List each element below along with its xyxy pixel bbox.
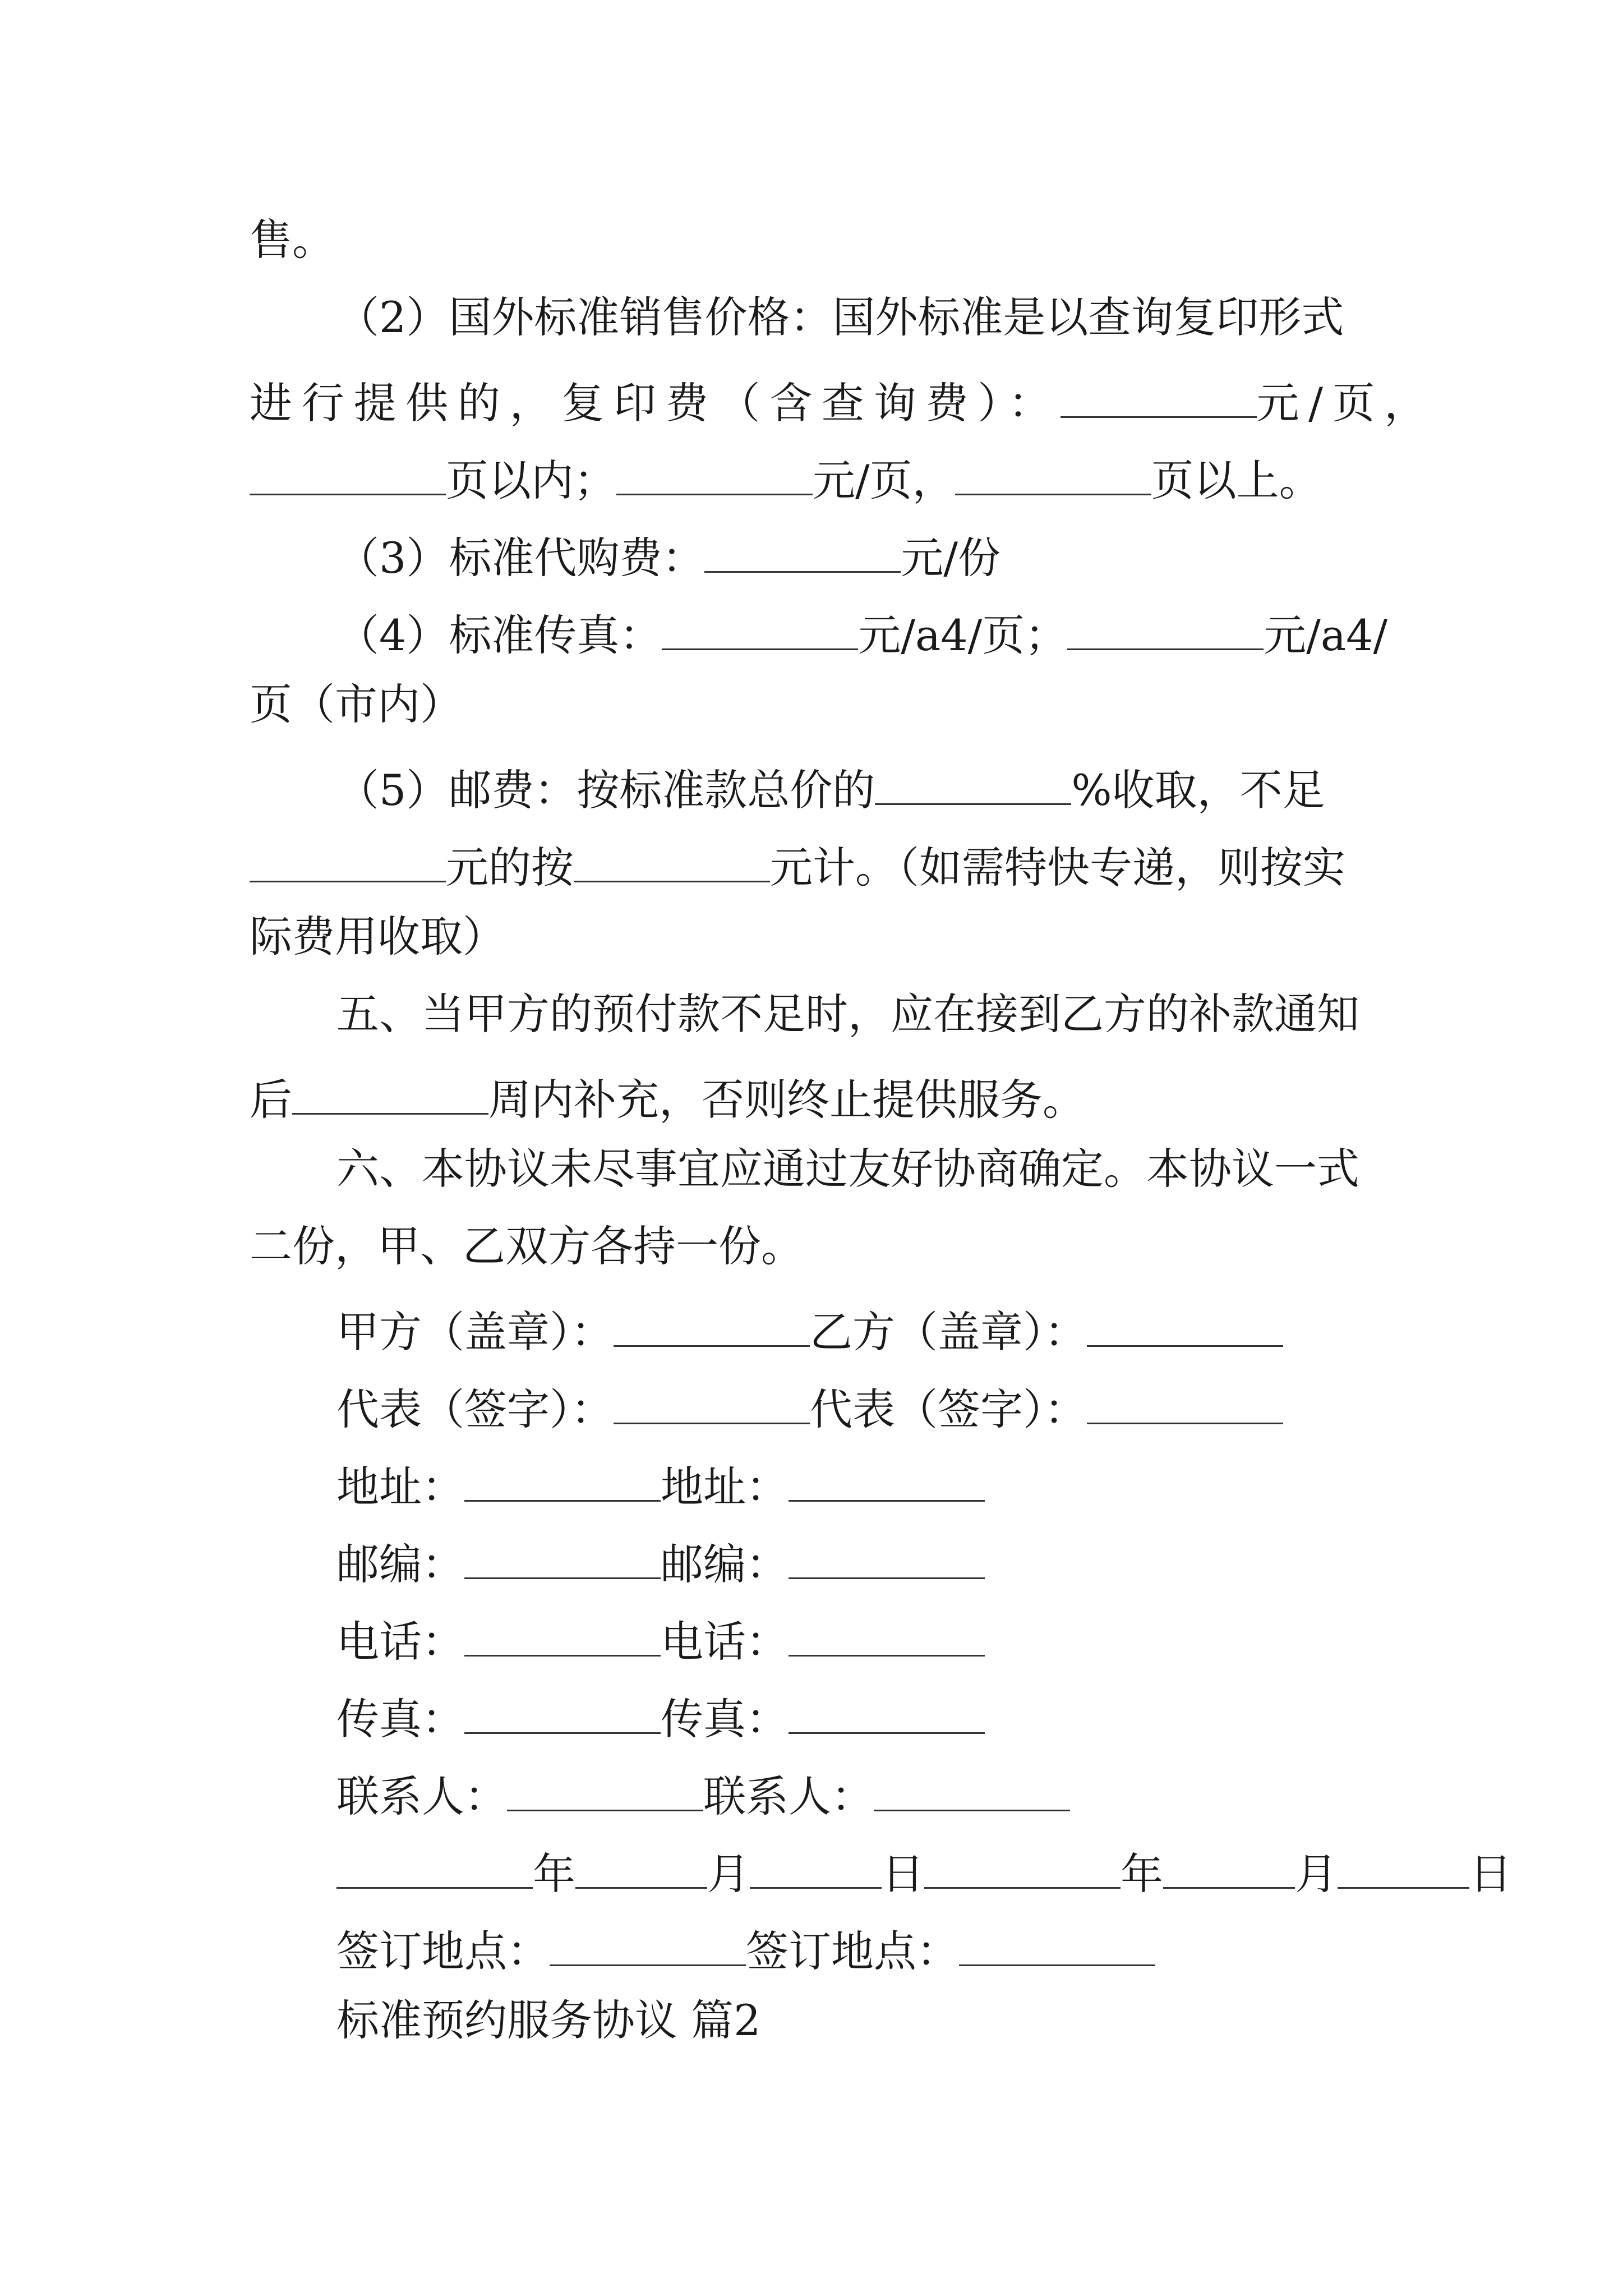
clause-five-line2 (250, 1070, 1085, 1125)
party-a-address-field[interactable] (464, 1457, 661, 1502)
item-fax-fee (336, 606, 1388, 660)
label: 签订地点： (336, 1926, 550, 1976)
text: 际费用收取） (250, 912, 505, 961)
label: 签订地点： (746, 1926, 959, 1976)
item-postage-line3 (250, 912, 505, 961)
label: 代表（签字）： (810, 1384, 1087, 1434)
party-b-address-field[interactable] (789, 1457, 985, 1502)
party-b-phone-field[interactable] (789, 1612, 985, 1657)
blank-field[interactable] (250, 451, 446, 495)
label: 地址： (336, 1462, 464, 1512)
text: 元计。（如需特快专递，则按实 (770, 843, 1345, 892)
label: 日 (1469, 1849, 1512, 1899)
label: 月 (1295, 1849, 1338, 1899)
label: 传真： (336, 1694, 464, 1744)
text: 周内补充，否则终止提供服务。 (488, 1075, 1085, 1125)
party-a-day-field[interactable] (750, 1844, 882, 1889)
item-fax-fee-line2 (250, 679, 463, 729)
text: %收取，不足 (1071, 765, 1325, 815)
next-section-title (336, 1995, 761, 2045)
party-b-postcode-field[interactable] (789, 1535, 985, 1579)
party-a-year-field[interactable] (336, 1844, 533, 1889)
text: 进行提供的，复印费（含查询费）： (250, 378, 1061, 428)
item-postage-line2 (250, 838, 1345, 892)
label: 甲方（盖章）： (336, 1307, 614, 1357)
text: 页（市内） (250, 679, 463, 729)
label: 日 (882, 1849, 924, 1899)
label: 联系人： (703, 1772, 874, 1821)
signature-contact-row (336, 1767, 1070, 1821)
text: （5）邮费：按标准款总价的 (336, 765, 875, 815)
label: 联系人： (336, 1772, 507, 1821)
blank-field[interactable] (250, 838, 446, 882)
label: 邮编： (336, 1539, 464, 1589)
label: 邮编： (661, 1539, 789, 1589)
item-postage (336, 761, 1325, 815)
text: 元/a4/ (1264, 610, 1388, 660)
blank-field[interactable] (875, 761, 1071, 805)
clause-six-line2 (250, 1221, 804, 1271)
section-heading: 标准预约服务协议 篇2 (336, 1995, 761, 2045)
signature-seal-row (336, 1303, 1283, 1357)
signature-place-row (336, 1922, 1155, 1976)
text: （4）标准传真： (336, 610, 662, 660)
party-a-month-field[interactable] (575, 1844, 707, 1889)
text: 元/页， (813, 455, 955, 505)
clause-five (336, 989, 1359, 1039)
party-a-rep-field[interactable] (614, 1380, 810, 1424)
label: 电话： (661, 1617, 789, 1667)
text: 页以内； (446, 455, 616, 505)
blank-field[interactable] (1067, 606, 1264, 650)
signature-postcode-row (336, 1535, 985, 1589)
label: 电话： (336, 1617, 464, 1667)
label: 地址： (661, 1462, 789, 1512)
party-a-postcode-field[interactable] (464, 1535, 661, 1579)
blank-field[interactable] (574, 838, 770, 882)
blank-field[interactable] (662, 606, 858, 650)
text: 元/份 (901, 533, 1000, 583)
signature-fax-row (336, 1690, 985, 1744)
text: 五、当甲方的预付款不足时，应在接到乙方的补款通知 (336, 989, 1359, 1039)
party-b-day-field[interactable] (1338, 1844, 1469, 1889)
para-continuation (250, 215, 335, 265)
blank-field[interactable] (616, 451, 813, 495)
text: 元的按 (446, 843, 574, 892)
signature-address-row (336, 1457, 985, 1512)
item-foreign-standard-price (336, 292, 1344, 342)
signature-date-row (336, 1844, 1512, 1899)
party-a-place-field[interactable] (550, 1922, 746, 1966)
text: 元/页， (1256, 378, 1437, 428)
party-a-phone-field[interactable] (464, 1612, 661, 1657)
text: 后 (250, 1075, 292, 1125)
party-b-month-field[interactable] (1163, 1844, 1295, 1889)
clause-six (336, 1144, 1359, 1194)
party-b-year-field[interactable] (924, 1844, 1121, 1889)
text: 页以上。 (1151, 455, 1322, 505)
party-b-rep-field[interactable] (1087, 1380, 1283, 1424)
text: 六、本协议未尽事宜应通过友好协商确定。本协议一式 (336, 1144, 1359, 1194)
blank-field[interactable] (704, 528, 901, 573)
blank-field[interactable] (955, 451, 1151, 495)
item-foreign-standard-price-line2 (250, 374, 1437, 428)
label: 月 (707, 1849, 750, 1899)
party-a-seal-field[interactable] (614, 1303, 810, 1347)
label: 年 (533, 1849, 575, 1899)
item-purchase-fee (336, 528, 1000, 583)
party-a-fax-field[interactable] (464, 1690, 661, 1734)
party-a-contact-field[interactable] (507, 1767, 703, 1811)
signature-phone-row (336, 1612, 985, 1667)
item-foreign-standard-price-line3 (250, 451, 1322, 505)
text: （3）标准代购费： (336, 533, 705, 583)
label: 代表（签字）： (336, 1384, 614, 1434)
party-b-contact-field[interactable] (874, 1767, 1070, 1811)
label: 乙方（盖章）： (810, 1307, 1087, 1357)
blank-field[interactable] (1061, 374, 1257, 418)
party-b-place-field[interactable] (959, 1922, 1155, 1966)
text: （2）国外标准销售价格：国外标准是以查询复印形式 (336, 292, 1344, 342)
text: 元/a4/页； (858, 610, 1068, 660)
label: 年 (1121, 1849, 1163, 1899)
label: 传真： (661, 1694, 789, 1744)
party-b-fax-field[interactable] (789, 1690, 985, 1734)
text: 二份，甲、乙双方各持一份。 (250, 1221, 804, 1271)
signature-rep-row (336, 1380, 1283, 1434)
blank-field[interactable] (292, 1070, 488, 1115)
text: 售。 (250, 215, 335, 265)
party-b-seal-field[interactable] (1087, 1303, 1283, 1347)
